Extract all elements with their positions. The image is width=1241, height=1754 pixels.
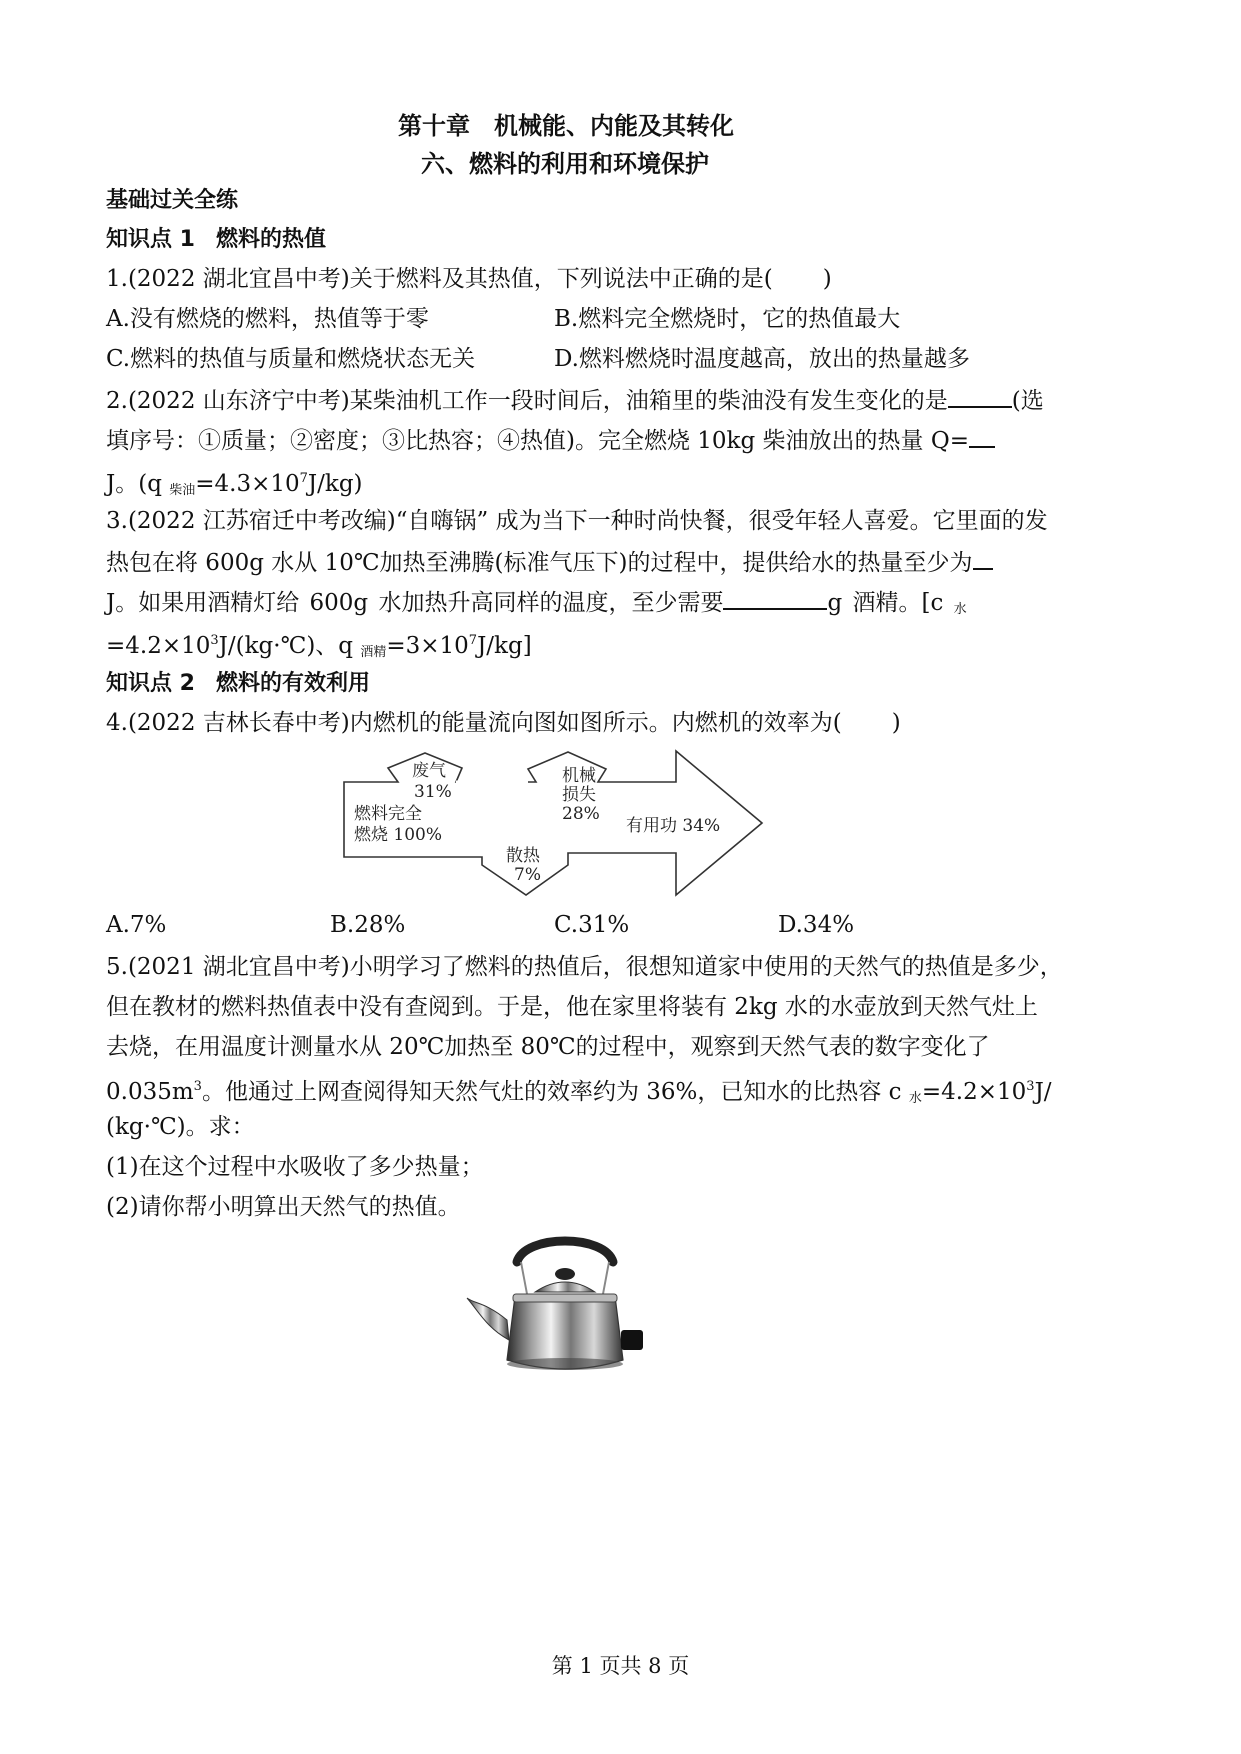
answer-blank[interactable] (973, 546, 993, 570)
q1-option-a: A.没有燃烧的燃料，热值等于零 (106, 306, 429, 332)
heat-label-line-1: 散热 (506, 846, 540, 866)
page-footer: 第 1 页共 8 页 (551, 1654, 690, 1678)
q4-option-c: C.31% (554, 912, 630, 938)
q4-option-d: D.34% (778, 912, 855, 938)
q3-sub-water: 水 (953, 602, 967, 617)
question-5-part-1: (1)在这个过程中水吸收了多少热量； (106, 1154, 484, 1180)
question-5-part-2: (2)请你帮小明算出天然气的热值。 (106, 1194, 461, 1220)
mech-loss-label-line-1: 机械 (562, 766, 596, 786)
question-2-line-1 (106, 384, 1044, 416)
heat-label-line-2: 7% (514, 865, 541, 885)
chapter-title: 第十章 机械能、内能及其转化 (398, 112, 734, 140)
knowledge-point-2 (106, 666, 370, 697)
question-3-line-1: 3.(2022 江苏宿迁中考改编)“自嗨锅” 成为当下一种时尚快餐，很受年轻人喜爱。它里面的发 (106, 508, 1048, 534)
useful-work-label: 有用功 34% (626, 816, 721, 836)
q3-line-3-a: J。如果用酒精灯给 600g 水加热升高同样的温度，至少需要 (106, 590, 724, 616)
q2-line-3-a: J。(q (106, 471, 170, 497)
q5-line-4-b: 。他通过上网查阅得知天然气灶的效率约为 36%，已知水的比热容 c (201, 1079, 909, 1105)
question-5-line-5: (kg·℃)。求： (106, 1114, 255, 1140)
q3-sup-1: 3 (210, 633, 219, 648)
q2-line-1-end: (选 (1011, 388, 1044, 414)
energy-flow-diagram (330, 749, 770, 899)
q4-stem-end: ) (891, 710, 901, 736)
question-5-line-2: 但在教材的燃料热值表中没有查阅到。于是，他在家里将装有 2kg 水的水壶放到天然气灶上 (106, 994, 1038, 1020)
q1-stem-end: ) (822, 266, 832, 292)
input-label-line-2: 燃烧 100% (354, 825, 443, 845)
section-title: 六、燃料的利用和环境保护 (421, 150, 709, 178)
answer-blank[interactable] (969, 424, 995, 448)
question-1-stem (106, 264, 832, 294)
q3-sub-alcohol: 酒精 (360, 645, 387, 660)
question-2-line-2 (106, 424, 995, 456)
answer-blank[interactable] (948, 384, 1012, 408)
q1-option-b: B.燃料完全燃烧时，它的热值最大 (554, 306, 901, 332)
kp2-label: 知识点 2 (106, 671, 195, 696)
kettle-icon (465, 1232, 665, 1382)
q3-sup-2: 7 (468, 633, 478, 648)
q5-line-4-d: J/ (1034, 1079, 1052, 1105)
q1-stem-text: 1.(2022 湖北宜昌中考)关于燃料及其热值，下列说法中正确的是( (106, 266, 773, 292)
q2-sub: 柴油 (169, 483, 196, 498)
q2-sup: 7 (299, 471, 308, 486)
q5-line-4-c: =4.2×10 (921, 1079, 1027, 1105)
q3-line-4-d: J/kg] (477, 633, 532, 659)
q3-line-2-text: 热包在将 600g 水从 10℃加热至沸腾(标准气压下)的过程中，提供给水的热量至少为 (106, 550, 973, 576)
q4-option-b: B.28% (330, 912, 406, 938)
q2-line-3-b: =4.3×10 (195, 471, 300, 497)
knowledge-point-1 (106, 222, 326, 253)
question-4-stem (106, 708, 901, 738)
kp1-label: 知识点 1 (106, 227, 195, 252)
q3-line-4-b: J/(kg·℃)、q (218, 633, 361, 659)
q4-option-a: A.7% (106, 912, 167, 938)
q1-option-c: C.燃料的热值与质量和燃烧状态无关 (106, 346, 476, 372)
q3-line-4-a: =4.2×10 (106, 633, 211, 659)
exhaust-label-line-1: 废气 (412, 761, 446, 781)
practice-title: 基础过关全练 (106, 188, 239, 213)
question-3-line-3 (106, 586, 967, 625)
q5-line-4-a: 0.035m (106, 1079, 194, 1105)
question-3-line-2 (106, 546, 993, 578)
input-label-line-1: 燃料完全 (354, 804, 422, 824)
question-3-line-4 (106, 626, 532, 668)
q3-line-4-c: =3×10 (386, 633, 469, 659)
answer-blank[interactable] (723, 586, 827, 610)
q3-line-3-b: g 酒精。[c (827, 590, 954, 616)
kp2-name: 燃料的有效利用 (215, 671, 370, 696)
question-5-line-3: 去烧，在用温度计测量水从 20℃加热至 80℃的过程中，观察到天然气表的数字变化了 (106, 1034, 990, 1060)
q5-sup-2: 3 (1026, 1079, 1035, 1094)
mech-loss-label-line-2: 损失 (562, 785, 596, 805)
q5-sub-water: 水 (908, 1091, 922, 1106)
q2-line-2-text: 填序号：①质量；②密度；③比热容；④热值)。完全燃烧 10kg 柴油放出的热量 Q= (106, 428, 969, 454)
q2-line-1-text: 2.(2022 山东济宁中考)某柴油机工作一段时间后，油箱里的柴油没有发生变化的是 (106, 388, 948, 414)
question-5-line-1: 5.(2021 湖北宜昌中考)小明学习了燃料的热值后，很想知道家中使用的天然气的热值是多少， (106, 954, 1063, 980)
kp1-name: 燃料的热值 (215, 227, 326, 252)
q2-line-3-c: J/kg) (307, 471, 363, 497)
exhaust-label-line-2: 31% (414, 782, 452, 802)
question-2-line-3 (106, 464, 363, 506)
mech-loss-label-line-3: 28% (562, 804, 600, 824)
question-5-line-4 (106, 1072, 1052, 1114)
q5-sup-1: 3 (193, 1079, 202, 1094)
q1-option-d: D.燃料燃烧时温度越高，放出的热量越多 (554, 346, 970, 372)
q4-stem-text: 4.(2022 吉林长春中考)内燃机的能量流向图如图所示。内燃机的效率为( (106, 710, 842, 736)
